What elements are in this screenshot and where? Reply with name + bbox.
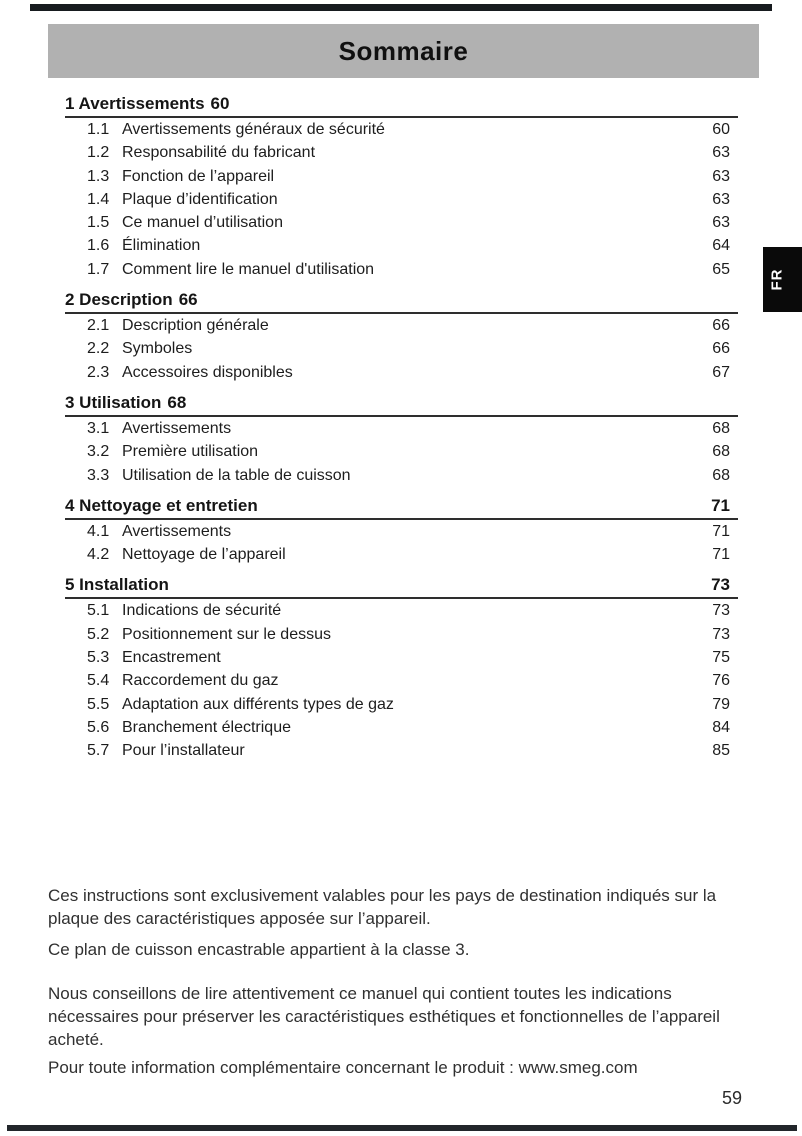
toc-item-label: Pour l’installateur [122,742,245,760]
toc-item-page: 84 [712,718,730,736]
toc-item-number: 3.2 [87,443,110,461]
toc-item-label: Branchement électrique [122,718,291,736]
toc-item-page: 71 [712,546,730,564]
toc-item-page: 67 [712,363,730,381]
toc-section-title: 2 Description [65,290,173,310]
toc-item-label: Avertissements [122,522,232,540]
toc-item-number: 2.2 [87,340,110,358]
toc-item-page: 64 [712,237,730,255]
toc-item-label: Responsabilité du fabricant [122,144,316,162]
toc-item[interactable] [65,739,738,762]
toc-item-page: 76 [712,672,730,690]
toc-item-number: 1.7 [87,260,110,278]
toc-item-number: 5.5 [87,695,110,713]
toc-item-page: 73 [712,625,730,643]
page-number: 59 [721,1088,742,1108]
toc-item-number: 2.1 [87,317,110,335]
footer-paragraph: Ces instructions sont exclusivement valables pour les pays de destination indiqués sur la plaque des caractéristiques apposée sur l’appareil. [48,886,717,928]
toc-item[interactable] [65,599,738,622]
toc-section-page: 71 [711,495,730,515]
toc-item-label: Encastrement [122,649,221,667]
toc-item-label: Nettoyage de l’appareil [122,546,286,564]
toc-item[interactable] [65,188,738,211]
toc-item-page: 63 [712,214,730,232]
toc-item-page: 68 [712,466,730,484]
toc-section [65,573,738,762]
toc-item-label: Fonction de l’appareil [122,167,275,185]
toc-item-page: 65 [712,260,730,278]
toc-item[interactable] [65,337,738,360]
toc-item-label: Ce manuel d’utilisation [122,214,283,232]
toc-section-page: 60 [210,94,230,113]
toc-item[interactable] [65,361,738,384]
page-title: Sommaire [338,35,469,66]
toc-item[interactable] [65,417,738,440]
toc-item-page: 66 [712,340,730,358]
language-tab[interactable] [763,247,802,312]
toc-item-page: 75 [712,649,730,667]
toc-item-label: Utilisation de la table de cuisson [122,466,351,484]
toc-item[interactable] [65,258,738,281]
footer-paragraph: Pour toute information complémentaire concernant le produit : www.smeg.com [48,1058,638,1077]
toc-item-page: 68 [712,443,730,461]
toc-item-label: Raccordement du gaz [122,672,279,690]
toc-item[interactable] [65,520,738,543]
toc-section-title: 5 Installation [65,575,169,595]
toc-item-number: 5.7 [87,742,110,760]
toc-item-label: Indications de sécurité [122,602,282,620]
toc-item-label: Description générale [122,317,269,335]
toc-item-number: 1.6 [87,237,110,255]
toc-item[interactable] [65,464,738,487]
toc-item-page: 79 [712,695,730,713]
toc-item-number: 2.3 [87,363,110,381]
toc-item[interactable] [65,623,738,646]
toc-item-number: 1.4 [87,190,110,208]
toc-item[interactable] [65,141,738,164]
footer-notes [48,884,746,1087]
toc-item-number: 1.3 [87,167,110,185]
toc-section-title: 4 Nettoyage et entretien [65,495,258,515]
toc-section-title: 3 Utilisation [65,392,162,412]
toc-item-page: 60 [712,121,730,138]
toc-item-label: Symboles [122,340,193,358]
toc-item-page: 71 [712,522,730,540]
toc-item-number: 3.1 [87,419,110,437]
toc-item-page: 63 [712,144,730,162]
toc-item-number: 5.2 [87,625,110,643]
toc-item-number: 3.3 [87,466,110,484]
toc-section-heading[interactable] [65,92,738,118]
toc-item-page: 66 [712,317,730,335]
toc-item-label: Élimination [122,237,201,255]
toc-item[interactable] [65,693,738,716]
toc-item-page: 63 [712,190,730,208]
toc-section [65,288,738,384]
toc-item[interactable] [65,543,738,566]
toc-item-page: 85 [712,742,730,760]
toc-item[interactable] [65,234,738,257]
toc-section-page: 73 [711,575,730,595]
toc-item-number: 5.4 [87,672,110,690]
top-rule-bar [30,4,772,11]
toc-section-heading[interactable] [65,573,738,599]
toc-item-number: 4.2 [87,546,110,564]
toc-item-number: 5.1 [87,602,110,620]
toc-item[interactable] [65,211,738,234]
toc-item-label: Comment lire le manuel d'utilisation [122,260,375,278]
toc-item-label: Accessoires disponibles [122,363,293,381]
footer-paragraph: Ce plan de cuisson encastrable appartient à la classe 3. [48,940,470,959]
toc-section-page: 66 [178,290,198,310]
toc-item[interactable] [65,716,738,739]
toc-item-label: Avertissements généraux de sécurité [122,121,385,138]
toc-item-page: 63 [712,167,730,185]
toc-item-number: 1.5 [87,214,110,232]
toc-section [65,92,738,281]
toc-item-label: Plaque d’identification [122,190,278,208]
toc-item[interactable] [65,669,738,692]
toc-section [65,494,738,567]
toc-item-label: Adaptation aux différents types de gaz [122,695,394,713]
toc-section-page: 68 [167,392,187,412]
table-of-contents [65,92,738,770]
toc-section-title: 1 Avertissements [65,94,205,113]
toc-item-number: 5.3 [87,649,110,667]
toc-section-heading[interactable] [65,494,738,520]
toc-item-page: 68 [712,419,730,437]
toc-item-label: Positionnement sur le dessus [122,625,331,643]
toc-item-label: Première utilisation [122,443,259,461]
toc-item-number: 4.1 [87,522,110,540]
toc-item[interactable] [65,165,738,188]
language-tab-label: FR [768,268,785,291]
toc-item[interactable] [65,314,738,337]
toc-item-label: Avertissements [122,419,232,437]
toc-item-number: 1.1 [87,121,110,138]
toc-item-number: 5.6 [87,718,110,736]
toc-section-heading[interactable] [65,391,738,417]
toc-item[interactable] [65,646,738,669]
toc-section-heading[interactable] [65,288,738,314]
toc-item-page: 73 [712,602,730,620]
footer-paragraph: Nous conseillons de lire attentivement ce manuel qui contient toutes les indications nécessaires pour préserver les caractéristiques esthétiques et fonctionnelles de l’appareil acheté. [48,984,720,1049]
page-title-bar [48,24,759,78]
toc-item[interactable] [65,440,738,463]
toc-section [65,391,738,487]
toc-item[interactable] [65,118,738,141]
bottom-rule-bar [7,1125,797,1131]
toc-item-number: 1.2 [87,144,110,162]
